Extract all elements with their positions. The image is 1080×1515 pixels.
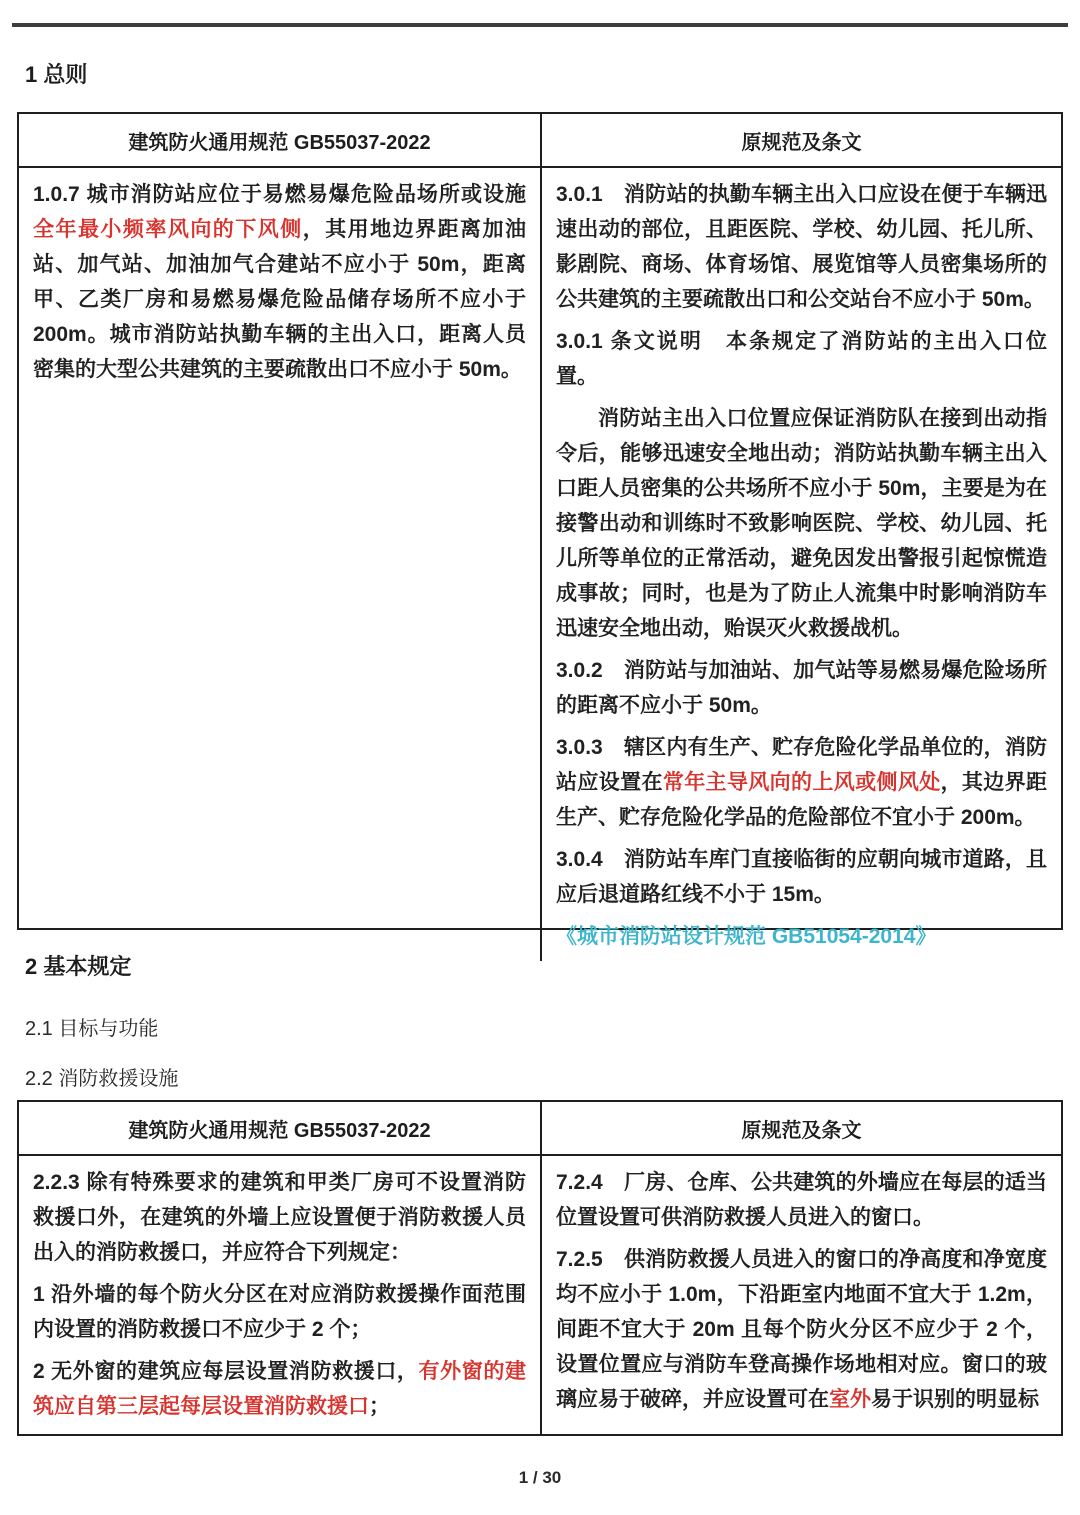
table1-left-cell <box>19 168 540 961</box>
text-segment: 易于识别的明显标 <box>871 1388 1039 1411</box>
text-segment: 3.0.2 消防站与加油站、加气站等易燃易爆危险场所的距离不应小于 50m。 <box>556 659 1047 717</box>
table2-header-row <box>19 1102 1061 1156</box>
table1-header-left: 建筑防火通用规范 GB55037-2022 <box>128 131 431 154</box>
table2-body-row <box>19 1156 1061 1434</box>
highlighted-text: 常年主导风向的上风或侧风处 <box>662 771 941 794</box>
text-segment: 2.2.3 除有特殊要求的建筑和甲类厂房可不设置消防救援口外，在建筑的外墙上应设置便于消防救援人员出入的消防救援口，并应符合下列规定： <box>33 1171 526 1264</box>
highlighted-text: 《城市消防站设计规范 GB51054-2014》 <box>556 925 937 948</box>
text-segment: ； <box>369 1395 390 1418</box>
section-title-general: 1 总则 <box>25 62 88 87</box>
paragraph <box>556 401 1047 646</box>
table1-right-cell <box>540 168 1061 961</box>
text-segment: 1 沿外墙的每个防火分区在对应消防救援操作面范围内设置的消防救援口不应少于 2 个； <box>33 1283 526 1341</box>
paragraph <box>33 177 526 387</box>
paragraph <box>556 177 1047 317</box>
paragraph <box>556 653 1047 723</box>
paragraph <box>556 1165 1047 1235</box>
text-segment: 3.0.1 条文说明 本条规定了消防站的主出入口位置。 <box>556 330 1047 388</box>
paragraph <box>556 324 1047 394</box>
table2-right-cell <box>540 1156 1061 1434</box>
paragraph <box>33 1277 526 1347</box>
highlighted-text: 有外窗的建筑应自第三层起每层设置消防救援口 <box>33 1360 526 1418</box>
text-segment: 3.0.1 消防站的执勤车辆主出入口应设在便于车辆迅速出动的部位，且距医院、学校、幼儿园、托儿所、影剧院、商场、体育场馆、展览馆等人员密集场所的公共建筑的主要疏散出口和公交站台不应小于 50m。 <box>556 183 1047 311</box>
text-segment: 1.0.7 城市消防站应位于易燃易爆危险品场所或设施 <box>33 183 526 206</box>
table2-left-cell <box>19 1156 540 1434</box>
text-segment: 7.2.4 厂房、仓库、公共建筑的外墙应在每层的适当位置设置可供消防救援人员进入的窗口。 <box>556 1171 1047 1229</box>
page-number: 1 / 30 <box>518 1468 562 1487</box>
paragraph <box>556 1242 1047 1417</box>
text-segment: 3.0.3 辖区内有生产、贮存危险化学品单位的，消防站应设置在 <box>556 736 1047 794</box>
table1-header-right: 原规范及条文 <box>540 114 1061 166</box>
text-segment: 7.2.5 供消防救援人员进入的窗口的净高度和净宽度均不应小于 1.0m，下沿距室内地面不宜大于 1.2m，间距不宜大于 20m 且每个防火分区不应少于 2 个，设置位置应与消防车登高操作场地相对应。窗口的玻璃应易于破碎，并应设置可在 <box>556 1248 1047 1411</box>
paragraph <box>33 1354 526 1424</box>
paragraph <box>33 1165 526 1270</box>
paragraph <box>556 842 1047 912</box>
text-segment: ，其用地边界距离加油站、加气站、加油加气合建站不应小于 50m，距离甲、乙类厂房和易燃易爆危险品储存场所不应小于 200m。城市消防站执勤车辆的主出入口，距离人员密集的大型公共建筑的主要疏散出口不应小于 50m。 <box>33 218 527 381</box>
highlighted-text: 全年最小频率风向的下风侧 <box>33 218 303 241</box>
table1-header-row <box>19 114 1061 168</box>
subsection-title-goals: 2.1 目标与功能 <box>25 1018 159 1040</box>
text-segment: 消防站主出入口位置应保证消防队在接到出动指令后，能够迅速安全地出动；消防站执勤车辆主出入口距人员密集的公共场所不应小于 50m，主要是为在接警出动和训练时不致影响医院、学校、幼儿园、托儿所等单位的正常活动，避免因发出警报引起惊慌造成事故；同时，也是为了防止人流集中时影响消防车迅速安全地出动，贻误灭火救援战机。 <box>556 407 1047 640</box>
top-divider <box>12 23 1068 27</box>
paragraph <box>556 919 1047 954</box>
comparison-table-2 <box>17 1100 1063 1436</box>
section-title-basic-rules: 2 基本规定 <box>25 954 132 979</box>
table1-body-row <box>19 168 1061 961</box>
text-segment: 2 无外窗的建筑应每层设置消防救援口， <box>33 1360 419 1383</box>
highlighted-text: 室外 <box>829 1388 871 1411</box>
text-segment: ，其边界距生产、贮存危险化学品的危险部位不宜小于 200m。 <box>556 771 1048 829</box>
table2-header-right: 原规范及条文 <box>540 1102 1061 1154</box>
table2-header-left: 建筑防火通用规范 GB55037-2022 <box>128 1119 431 1142</box>
comparison-table-1 <box>17 112 1063 948</box>
subsection-title-rescue-facilities: 2.2 消防救援设施 <box>25 1068 179 1090</box>
text-segment: 3.0.4 消防站车库门直接临街的应朝向城市道路，且应后退道路红线不小于 15m。 <box>556 848 1047 906</box>
paragraph <box>556 730 1047 835</box>
